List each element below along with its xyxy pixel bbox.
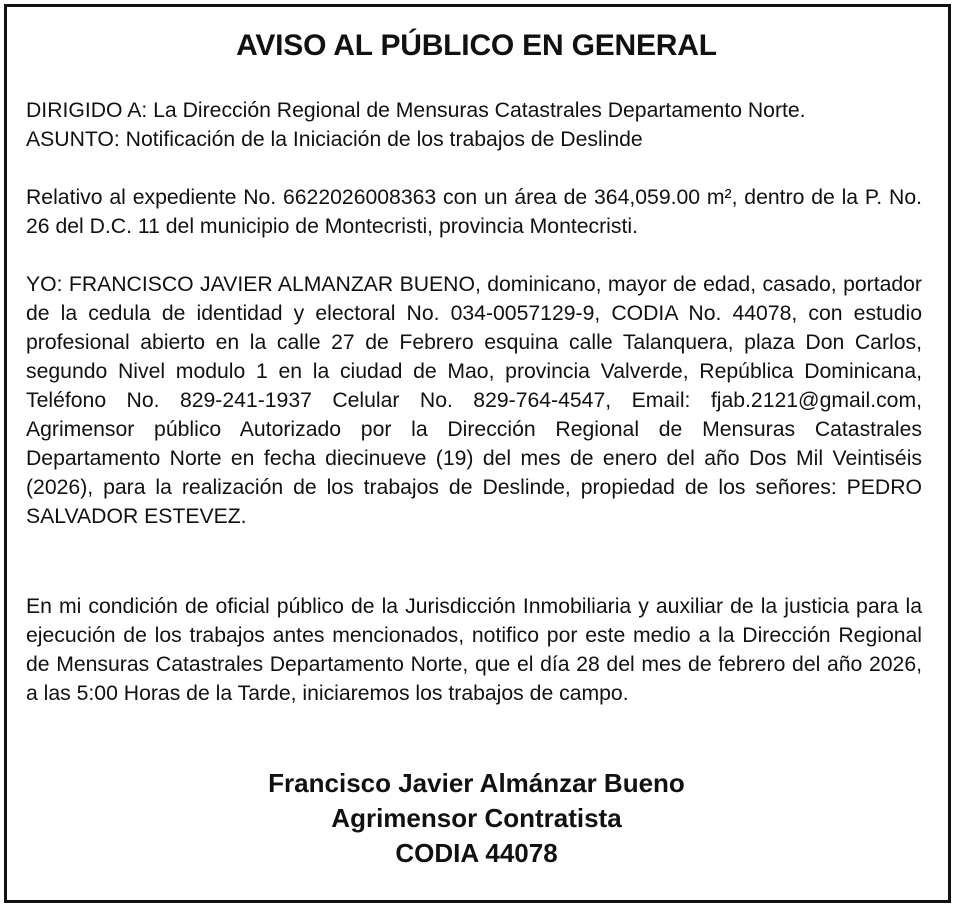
declaration-block	[26, 270, 922, 531]
reference-block	[26, 183, 922, 241]
signature-name: Francisco Javier Almánzar Bueno	[268, 768, 685, 798]
reference-paragraph: Relativo al expediente No. 6622026008363 con un área de 364,059.00 m², dentro de la P. No. 26 del D.C. 11 del municipio de Montecristi, provincia Montecristi.	[26, 186, 922, 238]
signature-role: Agrimensor Contratista	[331, 803, 622, 833]
notification-block	[26, 592, 922, 708]
signature-codia: CODIA 44078	[395, 838, 558, 868]
notification-paragraph: En mi condición de oficial público de la Jurisdicción Inmobiliaria y auxiliar de la justicia para la ejecución de los trabajos antes mencionados, notifico por este medio a la Dirección Regional de Mensuras Catastrales Departamento Norte, que el día 28 del mes de febrero del año 2026, a las 5:00 Horas de la Tarde, iniciaremos los trabajos de campo.	[26, 595, 922, 705]
declaration-paragraph: YO: FRANCISCO JAVIER ALMANZAR BUENO, dominicano, mayor de edad, casado, portador de la cedula de identidad y electoral No. 034-0057129-9, CODIA No. 44078, con estudio profesional abierto en la calle 27 de Febrero esquina calle Talanquera, plaza Don Carlos, segundo Nivel modulo 1 en la ciudad de Mao, provincia Valverde, República Dominicana, Teléfono No. 829-241-1937 Celular No. 829-764-4547, Email: fjab.2121@gmail.com, Agrimensor público Autorizado por la Dirección Regional de Mensuras Catastrales Departamento Norte en fecha diecinueve (19) del mes de enero del año Dos Mil Veintiséis (2026), para la realización de los trabajos de Deslinde, propiedad de los señores: PEDRO SALVADOR ESTEVEZ.	[26, 273, 922, 528]
subject-line: ASUNTO: Notificación de la Iniciación de los trabajos de Deslinde	[26, 128, 643, 151]
notice-title: AVISO AL PÚBLICO EN GENERAL	[236, 29, 717, 62]
addressee-block	[26, 96, 922, 154]
addressee-line: DIRIGIDO A: La Dirección Regional de Mensuras Catastrales Departamento Norte.	[26, 99, 806, 122]
